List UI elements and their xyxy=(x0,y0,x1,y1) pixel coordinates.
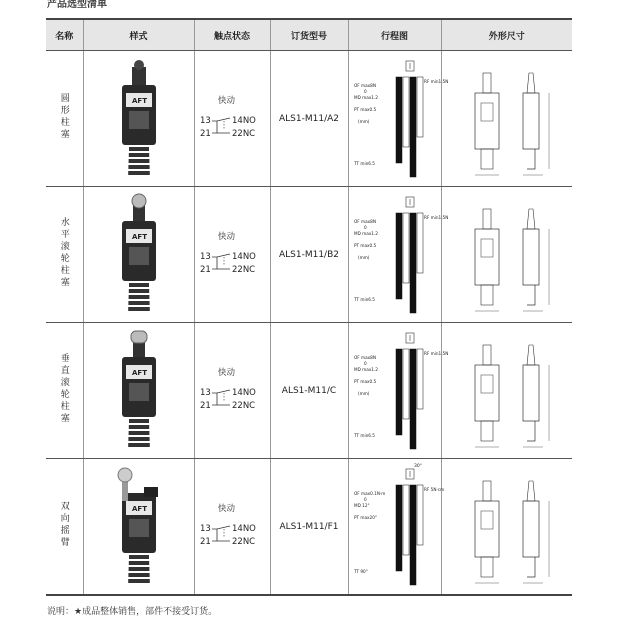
contact-state xyxy=(194,459,270,596)
contact-state xyxy=(194,51,270,187)
order-model: ALS1-M11/F1 xyxy=(279,521,339,532)
stroke-bar xyxy=(417,77,423,137)
brand-text: AFT xyxy=(131,505,147,513)
stroke-md: MD max1.2 xyxy=(353,231,378,236)
product-name: 水平滚轮柱塞 xyxy=(58,217,69,289)
stroke-of: OF max8N xyxy=(353,219,376,224)
stroke-md: MD max1.2 xyxy=(353,367,378,372)
order-model: ALS1-M11/C xyxy=(281,385,337,396)
lever-hub xyxy=(144,487,158,497)
cable-gland-ring xyxy=(129,555,149,559)
terminal-14no: 14NO xyxy=(232,523,256,534)
stroke-bar xyxy=(410,485,416,585)
stroke-rf: RF min1.5N xyxy=(423,79,448,84)
cable-gland-ring xyxy=(128,301,149,305)
cable-gland-ring xyxy=(128,159,149,163)
terminal-21: 21 xyxy=(200,400,211,411)
front-view-plunger xyxy=(483,481,491,501)
stroke-bar xyxy=(410,349,416,449)
contact-symbol xyxy=(210,252,234,272)
front-view-window xyxy=(481,103,493,121)
stroke-bar xyxy=(396,213,402,299)
side-view-plunger xyxy=(527,481,535,501)
terminal-13: 13 xyxy=(200,251,211,262)
front-view-plunger xyxy=(483,345,491,365)
terminal-13: 13 xyxy=(200,523,211,534)
stroke-bar xyxy=(396,485,402,571)
contact-state xyxy=(194,187,270,323)
stroke-zero: 0 xyxy=(363,89,367,94)
cable-gland-ring xyxy=(129,283,149,287)
cable-gland-ring xyxy=(128,295,149,299)
side-view-plunger xyxy=(527,209,535,229)
cable-gland-ring xyxy=(128,579,150,583)
stroke-diagram xyxy=(348,459,444,596)
label-plate xyxy=(129,519,149,537)
order-model: ALS1-M11/A2 xyxy=(279,113,339,124)
cable-gland-ring xyxy=(128,165,149,169)
cable-gland-ring xyxy=(128,443,150,447)
stroke-rf: RF 5N·cm xyxy=(423,487,444,492)
cable-gland-ring xyxy=(129,147,149,151)
stroke-bar xyxy=(417,349,423,409)
stroke-unit: (mm) xyxy=(357,255,369,260)
label-plate xyxy=(129,247,149,265)
stroke-of: OF max0.1N·m xyxy=(353,491,385,496)
terminal-21: 21 xyxy=(200,128,211,139)
side-view-plunger xyxy=(527,345,535,365)
cable-gland-ring xyxy=(129,419,149,423)
table-row xyxy=(46,323,572,459)
front-view-window xyxy=(481,511,493,529)
front-view-gland xyxy=(481,285,493,305)
stroke-bar xyxy=(417,213,423,273)
stroke-diagram xyxy=(348,323,448,459)
action-type: 快动 xyxy=(218,367,236,378)
stroke-of: OF max8N xyxy=(353,83,376,88)
stroke-pt: PT max0.5 xyxy=(353,379,376,384)
contact-state xyxy=(194,323,270,459)
cable-gland-ring xyxy=(128,561,148,565)
contact-symbol xyxy=(210,524,234,544)
stroke-rf: RF min1.5N xyxy=(423,215,448,220)
stroke-bar xyxy=(417,485,423,545)
cable-gland-ring xyxy=(128,307,150,311)
cable-gland-ring xyxy=(128,425,148,429)
cable-gland-ring xyxy=(128,153,148,157)
contact-symbol xyxy=(210,388,234,408)
dimension-drawing xyxy=(441,459,572,596)
stroke-of: OF max8N xyxy=(353,355,376,360)
cable-gland-ring xyxy=(128,431,149,435)
label-plate xyxy=(129,383,149,401)
terminal-14no: 14NO xyxy=(232,115,256,126)
stroke-pt: PT max20° xyxy=(353,515,377,520)
cable-gland-ring xyxy=(128,171,150,175)
stroke-diagram xyxy=(348,187,448,323)
stroke-diagram xyxy=(348,51,448,187)
dimension-drawing xyxy=(441,187,572,323)
roller-wheel xyxy=(131,331,147,343)
cable-gland-ring xyxy=(128,437,149,441)
stroke-zero: 0 xyxy=(363,361,367,366)
cable-gland-ring xyxy=(128,573,149,577)
side-view-outline xyxy=(523,501,539,577)
selection-table xyxy=(46,18,572,596)
side-view-outline xyxy=(523,229,539,305)
table-row xyxy=(46,187,572,323)
stroke-bar xyxy=(410,213,416,313)
stroke-bar xyxy=(396,349,402,435)
product-photo xyxy=(83,459,194,596)
col-header-dimensions: 外形尺寸 xyxy=(441,19,572,51)
stroke-unit: (mm) xyxy=(357,391,369,396)
product-photo xyxy=(83,187,194,323)
stroke-tt: TT min6.5 xyxy=(353,297,375,302)
terminal-21: 21 xyxy=(200,264,211,275)
table-row xyxy=(46,459,572,596)
action-type: 快动 xyxy=(218,231,236,242)
terminal-22nc: 22NC xyxy=(232,400,256,411)
front-view-plunger xyxy=(483,209,491,229)
product-name: 垂直滚轮柱塞 xyxy=(58,353,69,425)
label-plate xyxy=(129,111,149,129)
roller-wheel xyxy=(132,194,146,208)
cable-gland-ring xyxy=(128,567,149,571)
brand-text: AFT xyxy=(131,233,147,241)
action-type: 快动 xyxy=(218,503,236,514)
roller-wheel xyxy=(118,468,132,482)
terminal-14no: 14NO xyxy=(232,387,256,398)
page-title: 产品选型清单 xyxy=(47,0,107,10)
side-view-outline xyxy=(523,365,539,441)
stroke-bar xyxy=(403,349,409,419)
terminal-21: 21 xyxy=(200,536,211,547)
stroke-tt: TT 90° xyxy=(353,569,368,574)
stroke-bar xyxy=(410,77,416,177)
stroke-bar xyxy=(396,77,402,163)
cable-gland-ring xyxy=(128,289,148,293)
product-name: 双向摇臂 xyxy=(58,501,69,549)
terminal-13: 13 xyxy=(200,115,211,126)
col-header-contact: 触点状态 xyxy=(194,19,270,51)
terminal-22nc: 22NC xyxy=(232,264,256,275)
stroke-bar xyxy=(403,77,409,147)
table-row xyxy=(46,51,572,187)
footnote: 说明：★成品整体销售，部件不接受订货。 xyxy=(47,607,218,617)
stroke-unit: (mm) xyxy=(357,119,369,124)
brand-text: AFT xyxy=(131,369,147,377)
stroke-tt: TT min6.5 xyxy=(353,433,375,438)
product-photo xyxy=(83,51,194,187)
col-header-name: 名称 xyxy=(46,19,83,51)
stroke-md: MD 12° xyxy=(353,503,370,508)
stroke-pt: PT max0.5 xyxy=(353,243,376,248)
stroke-zero: 0 xyxy=(363,497,367,502)
action-type: 快动 xyxy=(218,95,236,106)
order-model: ALS1-M11/B2 xyxy=(278,249,339,260)
terminal-14no: 14NO xyxy=(232,251,256,262)
terminal-22nc: 22NC xyxy=(232,128,256,139)
stroke-bar xyxy=(403,213,409,283)
dimension-drawing xyxy=(441,51,572,187)
contact-symbol xyxy=(210,116,234,136)
terminal-22nc: 22NC xyxy=(232,536,256,547)
stroke-pt: PT max0.5 xyxy=(353,107,376,112)
front-view-gland xyxy=(481,421,493,441)
product-name: 圆形柱塞 xyxy=(58,93,69,141)
stroke-tt: TT min6.5 xyxy=(353,161,375,166)
front-view-gland xyxy=(481,149,493,169)
stroke-zero: 0 xyxy=(363,225,367,230)
stroke-bar xyxy=(403,485,409,555)
col-header-style: 样式 xyxy=(83,19,194,51)
side-view-plunger xyxy=(527,73,535,93)
product-photo xyxy=(83,323,194,459)
front-view-gland xyxy=(481,557,493,577)
stroke-angle: 30° xyxy=(413,464,422,469)
front-view-window xyxy=(481,239,493,257)
terminal-13: 13 xyxy=(200,387,211,398)
stroke-md: MD max1.2 xyxy=(353,95,378,100)
col-header-stroke: 行程图 xyxy=(348,19,441,51)
side-view-outline xyxy=(523,93,539,169)
col-header-model: 订货型号 xyxy=(270,19,348,51)
front-view-plunger xyxy=(483,73,491,93)
stroke-rf: RF min1.5N xyxy=(423,351,448,356)
dimension-drawing xyxy=(441,323,572,459)
plunger-cap xyxy=(134,60,144,70)
front-view-window xyxy=(481,375,493,393)
brand-text: AFT xyxy=(131,97,147,105)
table-header-row xyxy=(46,19,572,51)
